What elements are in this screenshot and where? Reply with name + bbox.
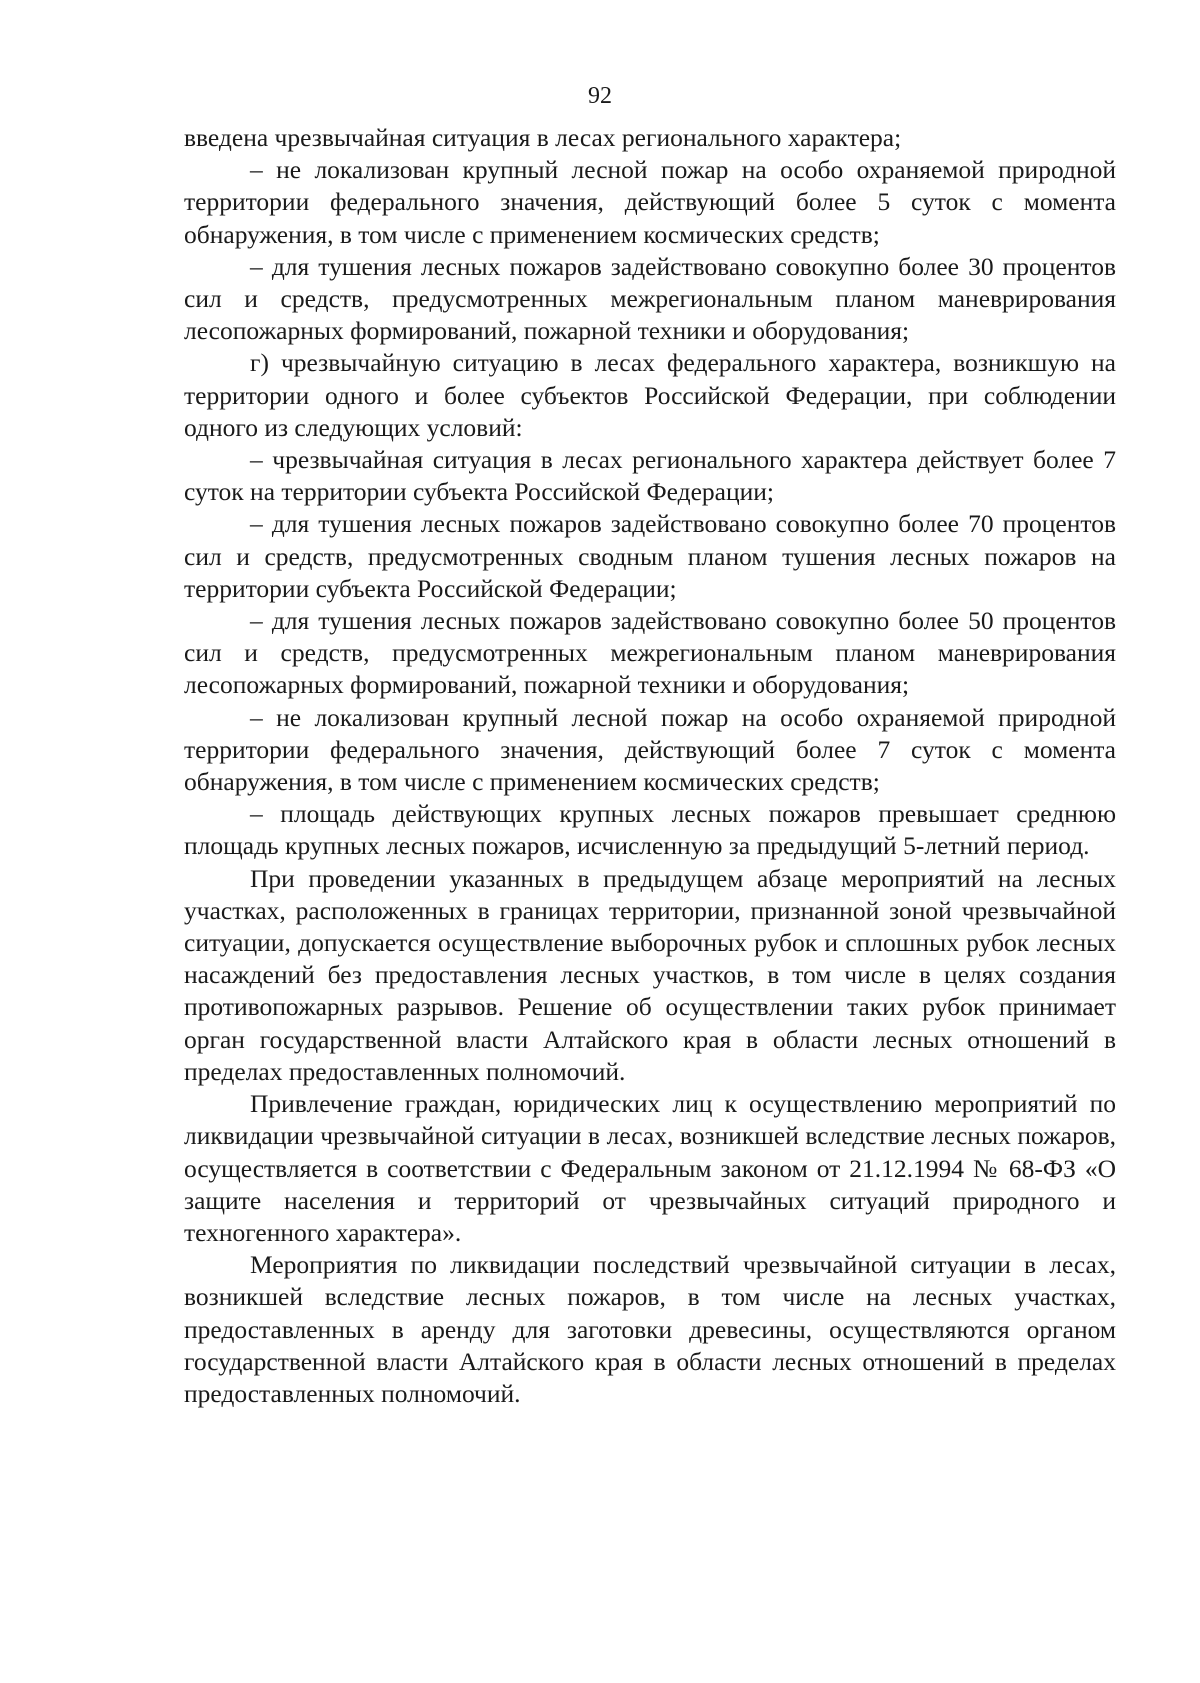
list-item-condition: – для тушения лесных пожаров задействовано совокупно более 70 процентов сил и средств, предусмотренных сводным планом тушения лесных пожаров на территории субъекта Российской Федерации; [184,509,1116,603]
list-item-condition: – для тушения лесных пожаров задействовано совокупно более 50 процентов сил и средств, предусмотренных межрегиональным планом маневрирования лесопожарных формирований, пожарной техники и оборудования; [184,606,1116,700]
document-body [184,122,1116,1410]
paragraph-item-g: г) чрезвычайную ситуацию в лесах федерального характера, возникшую на территории одного и более субъектов Российской Федерации, при соблюдении одного из следующих условий: [184,348,1116,442]
list-item-condition: – не локализован крупный лесной пожар на особо охраняемой природной территории федерального значения, действующий более 5 суток с момента обнаружения, в том числе с применением космических средств; [184,155,1116,249]
list-item-condition: – чрезвычайная ситуация в лесах регионального характера действует более 7 суток на территории субъекта Российской Федерации; [184,445,1116,507]
list-item-condition: – не локализован крупный лесной пожар на особо охраняемой природной территории федерального значения, действующий более 7 суток с момента обнаружения, в том числе с применением космических средств; [184,702,1116,797]
list-item-condition: – для тушения лесных пожаров задействовано совокупно более 30 процентов сил и средств, предусмотренных межрегиональным планом маневрирования лесопожарных формирований, пожарной техники и оборудования; [184,251,1116,346]
paragraph: Мероприятия по ликвидации последствий чрезвычайной ситуации в лесах, возникшей вследствие лесных пожаров, в том числе на лесных участках, предоставленных в аренду для заготовки древесины, осуществляются органом государственной власти Алтайского края в области лесных отношений в пределах предоставленных полномочий. [184,1250,1116,1408]
paragraph-continuation: введена чрезвычайная ситуация в лесах регионального характера; [184,123,902,152]
page-number: 92 [588,83,612,109]
paragraph: Привлечение граждан, юридических лиц к осуществлению мероприятий по ликвидации чрезвычайной ситуации в лесах, возникшей вследствие лесных пожаров, осуществляется в соответствии с Федеральным законом от 21.12.1994 № 68-ФЗ «О защите населения и территорий от чрезвычайных ситуаций природного и техногенного характера». [184,1089,1116,1247]
paragraph: При проведении указанных в предыдущем абзаце мероприятий на лесных участках, расположенных в границах территории, признанной зоной чрезвычайной ситуации, допускается осуществление выборочных рубок и сплошных рубок лесных насаждений без предоставления лесных участков, в том числе в целях создания противопожарных разрывов. Решение об осуществлении таких рубок принимает орган государственной власти Алтайского края в области лесных отношений в пределах предоставленных полномочий. [184,863,1116,1086]
list-item-condition: – площадь действующих крупных лесных пожаров превышает среднюю площадь крупных лесных пожаров, исчисленную за предыдущий 5-летний период. [184,799,1116,861]
